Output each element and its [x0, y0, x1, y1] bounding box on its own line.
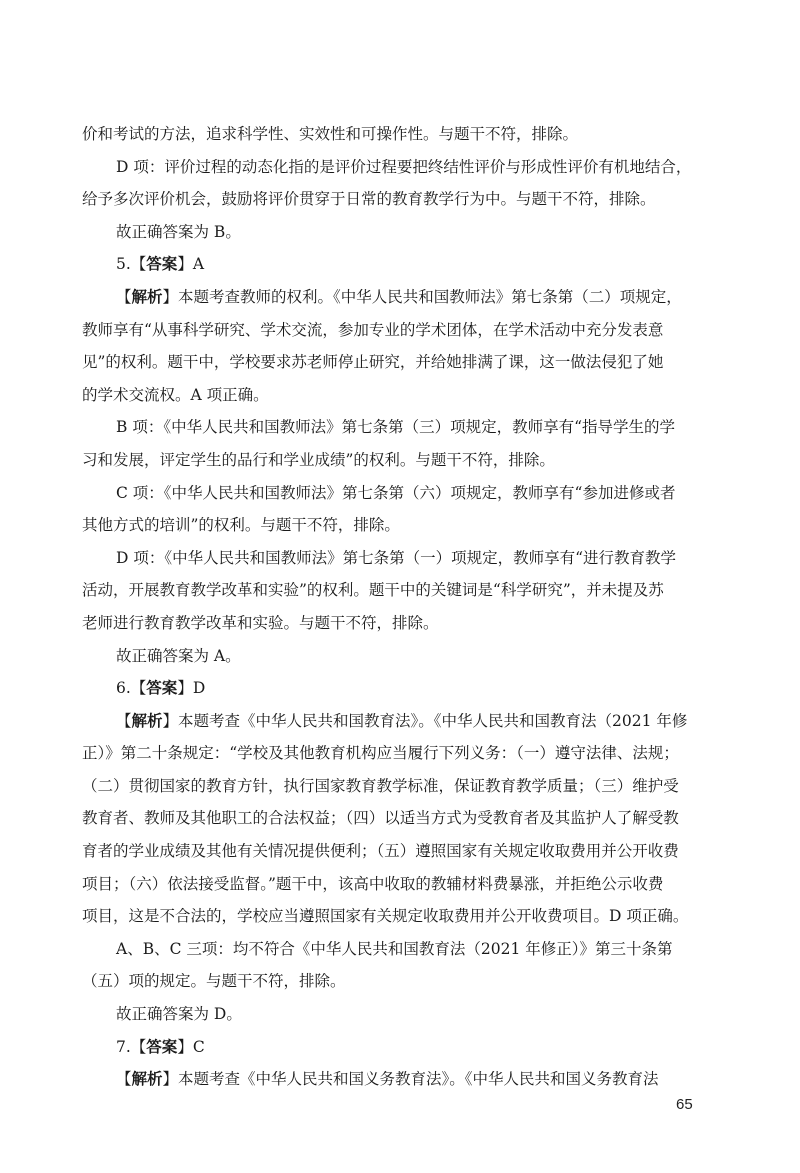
label-bold: 解析	[131, 710, 163, 730]
text-line	[82, 835, 722, 868]
text-run: 故正确答案为 A。	[116, 646, 241, 665]
text-run: 育者的学业成绩及其他有关情况提供便利；（五）遵照国家有关规定收取费用并公开收费	[82, 842, 679, 861]
text-line	[82, 281, 722, 314]
text-line	[82, 607, 722, 640]
text-run: 老师进行教育教学改革和实验。与题干不符，排除。	[82, 613, 439, 632]
text-run: （二）贯彻国家的教育方针，执行国家教育教学标准，保证教育教学质量；（三）维护受	[82, 776, 679, 795]
text-run: 故正确答案为 D。	[116, 1005, 242, 1024]
text-run: D 项：《中华人民共和国教师法》第七条第（一）项规定，教师享有“进行教育教学	[116, 548, 677, 567]
text-run: C 项：《中华人民共和国教师法》第七条第（六）项规定，教师享有“参加进修或者	[116, 483, 676, 502]
text-line	[82, 672, 722, 705]
text-run: 见”的权利。题干中，学校要求苏老师停止研究，并给她排满了课，这一做法侵犯了她	[82, 353, 664, 372]
text-line	[82, 640, 722, 673]
text-run: 】本题考查《中华人民共和国义务教育法》。《中华人民共和国义务教育法	[162, 1070, 659, 1089]
text-run: 【	[116, 1070, 132, 1089]
text-line	[82, 770, 722, 803]
text-line	[82, 933, 722, 966]
label-bold: 解析	[131, 1069, 163, 1089]
text-run: 6.【	[116, 679, 147, 698]
text-line	[82, 705, 722, 738]
text-run: A、B、C 三项：均不符合《中华人民共和国教育法（2021 年修正）》第三十条第	[116, 939, 673, 958]
text-run: 】A	[177, 255, 205, 274]
text-run: 【	[116, 287, 132, 306]
text-line	[82, 216, 722, 249]
text-line	[82, 998, 722, 1031]
text-run: 【	[116, 711, 132, 730]
text-line	[82, 444, 722, 477]
page-body	[82, 118, 722, 1096]
text-run: 】本题考查《中华人民共和国教育法》。《中华人民共和国教育法（2021 年修	[162, 711, 688, 730]
text-line	[82, 1063, 722, 1096]
text-line	[82, 737, 722, 770]
label-bold: 答案	[146, 254, 178, 274]
text-run: 】本题考查教师的权利。《中华人民共和国教师法》第七条第（二）项规定，	[162, 287, 682, 306]
text-line	[82, 509, 722, 542]
text-line	[82, 477, 722, 510]
text-run: 项目，这是不合法的，学校应当遵照国家有关规定收取费用并公开收费项目。D 项正确。	[82, 907, 689, 926]
text-line	[82, 900, 722, 933]
text-line	[82, 151, 722, 184]
text-line	[82, 868, 722, 901]
text-run: 教师享有“从事科学研究、学术交流，参加专业的学术团体，在学术活动中充分发表意	[82, 320, 664, 339]
text-line	[82, 542, 722, 575]
text-line	[82, 118, 722, 151]
text-run: 】D	[177, 679, 206, 698]
text-run: （五）项的规定。与题干不符，排除。	[82, 972, 346, 991]
text-run: 价和考试的方法，追求科学性、实效性和可操作性。与题干不符，排除。	[82, 125, 579, 143]
text-line	[82, 802, 722, 835]
text-run: B 项：《中华人民共和国教师法》第七条第（三）项规定，教师享有“指导学生的学	[116, 418, 675, 437]
text-line	[82, 1031, 722, 1064]
text-line	[82, 411, 722, 444]
text-run: 项目；（六）依法接受监督。”题干中，该高中收取的教辅材料费暴涨，并拒绝公示收费	[82, 874, 664, 893]
text-line	[82, 183, 722, 216]
text-run: D 项：评价过程的动态化指的是评价过程要把终结性评价与形成性评价有机地结合，	[116, 157, 692, 176]
text-line	[82, 314, 722, 347]
text-line	[82, 379, 722, 412]
text-run: 7.【	[116, 1037, 147, 1056]
text-run: 5.【	[116, 255, 147, 274]
text-run: 的学术交流权。A 项正确。	[82, 385, 269, 404]
label-bold: 答案	[146, 678, 178, 698]
text-line	[82, 574, 722, 607]
label-bold: 解析	[131, 286, 163, 306]
text-run: 故正确答案为 B。	[116, 222, 241, 241]
text-run: 其他方式的培训”的权利。与题干不符，排除。	[82, 516, 400, 535]
text-line	[82, 965, 722, 998]
text-run: 正）》第二十条规定：“学校及其他教育机构应当履行下列义务：（一）遵守法律、法规；	[82, 744, 679, 763]
text-run: 给予多次评价机会，鼓励将评价贯穿于日常的教育教学行为中。与题干不符，排除。	[82, 190, 656, 209]
text-run: 活动，开展教育教学改革和实验”的权利。题干中的关键词是“科学研究”，并未提及苏	[82, 581, 664, 600]
text-run: 习和发展，评定学生的品行和学业成绩”的权利。与题干不符，排除。	[82, 450, 555, 469]
text-run: 教育者、教师及其他职工的合法权益；（四）以适当方式为受教育者及其监护人了解受教	[82, 809, 679, 828]
text-line	[82, 346, 722, 379]
label-bold: 答案	[146, 1036, 178, 1056]
text-line	[82, 248, 722, 281]
text-run: 】C	[177, 1037, 205, 1056]
page-number: 65	[676, 1096, 693, 1113]
